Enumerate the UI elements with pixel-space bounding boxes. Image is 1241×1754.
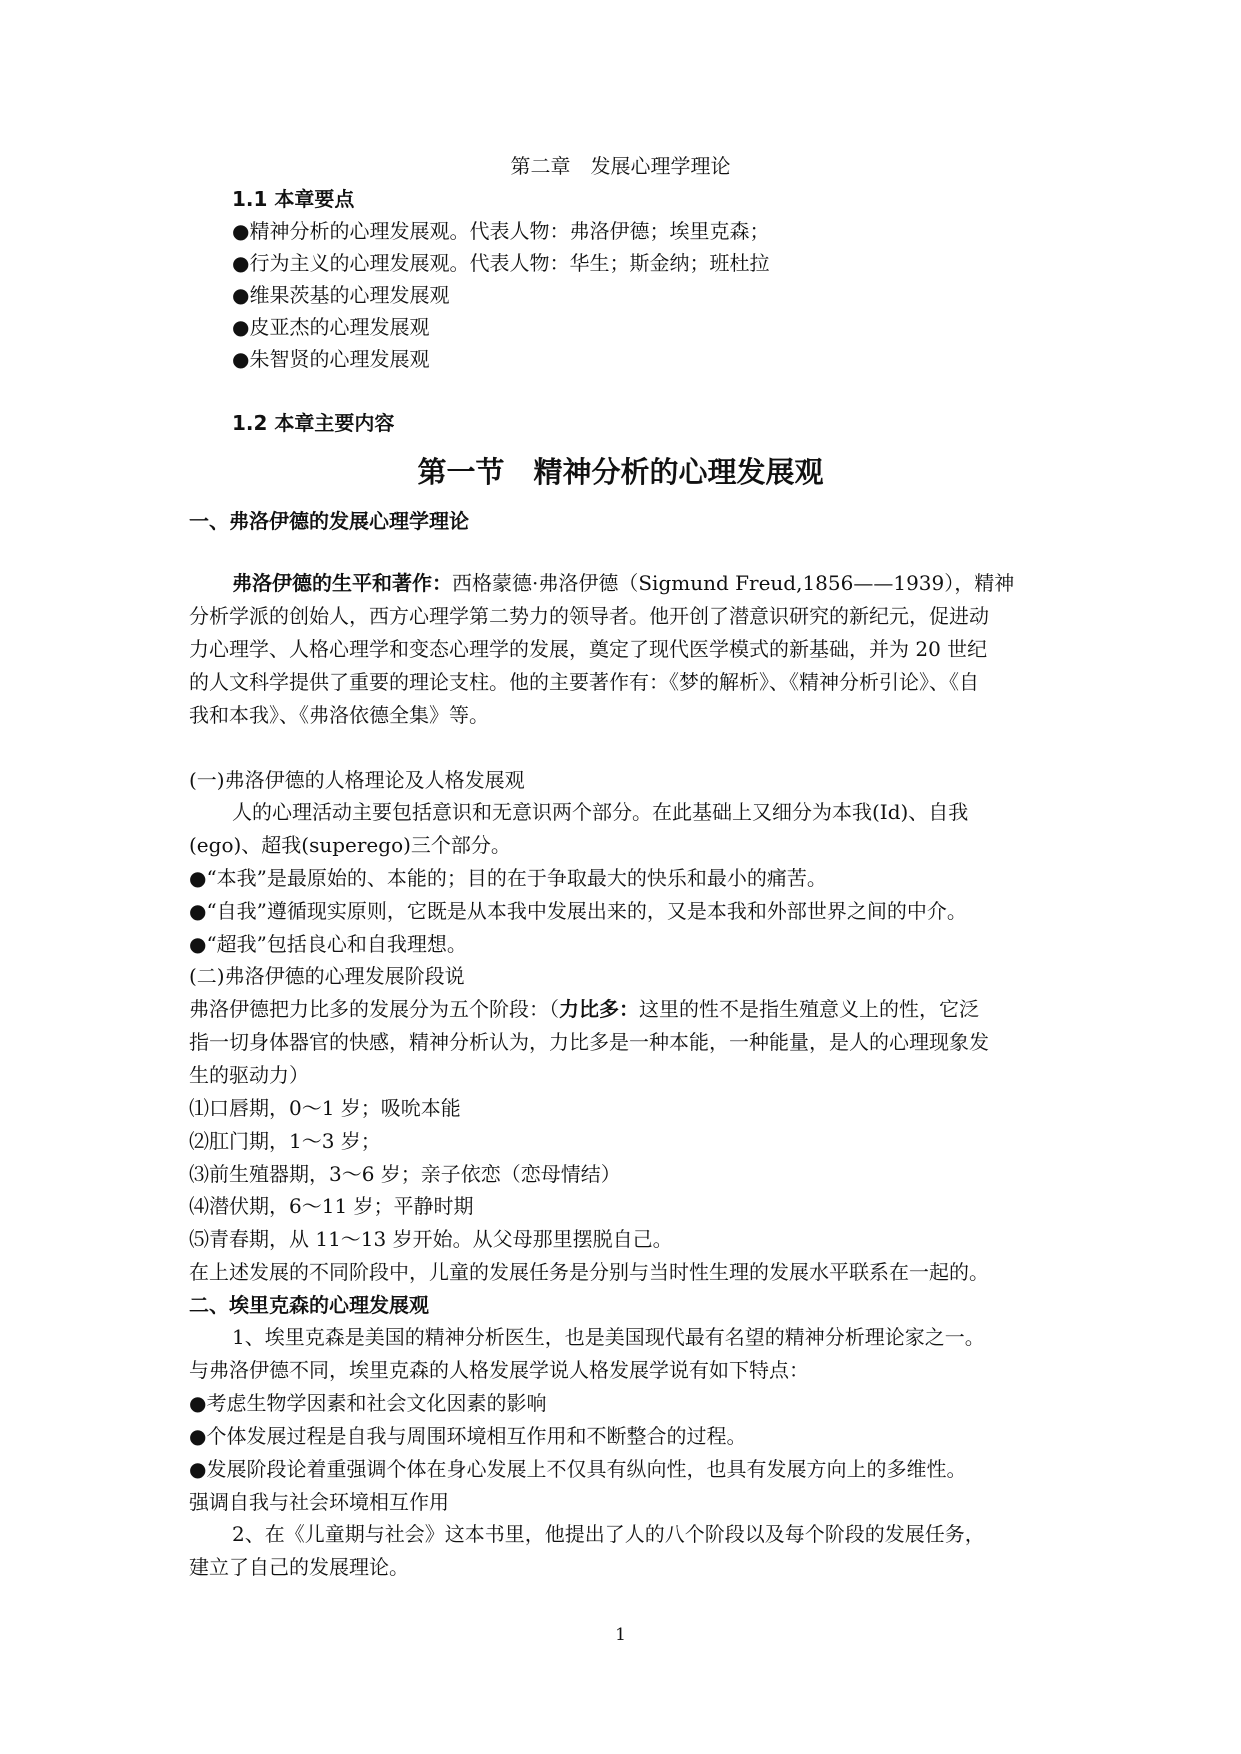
erikson-feature-2: ●个体发展过程是自我与周围环境相互作用和不断整合的过程。 [189, 1424, 747, 1448]
bio-label: 弗洛伊德的生平和著作： [232, 571, 452, 595]
section-1-2-heading: 1.2 本章主要内容 [232, 411, 395, 435]
key-point-4: ●皮亚杰的心理发展观 [232, 315, 430, 339]
personality-text-line-2: (ego)、超我(superego)三个部分。 [189, 833, 511, 857]
erikson-feature-1: ●考虑生物学因素和社会文化因素的影响 [189, 1391, 547, 1415]
libido-definition: 这里的性不是指生殖意义上的性，它泛 [639, 997, 979, 1021]
libido-term: 力比多： [559, 997, 639, 1021]
key-point-5: ●朱智贤的心理发展观 [232, 347, 430, 371]
erikson-feature-3-cont: 强调自我与社会环境相互作用 [189, 1490, 449, 1514]
part-2-heading: 二、埃里克森的心理发展观 [189, 1293, 429, 1317]
superego-bullet: ●“超我”包括良心和自我理想。 [189, 932, 467, 956]
subsection-1-heading: (一)弗洛伊德的人格理论及人格发展观 [189, 768, 525, 792]
key-point-1: ●精神分析的心理发展观。代表人物：弗洛伊德；埃里克森； [232, 219, 770, 243]
bio-paragraph-line-1 [232, 567, 1102, 599]
part-1-heading: 一、弗洛伊德的发展心理学理论 [189, 509, 469, 533]
stage-oral: ⑴口唇期，0～1 岁；吸吮本能 [189, 1096, 461, 1120]
bio-text: 西格蒙德·弗洛伊德（Sigmund Freud,1856——1939），精神 [452, 571, 1015, 595]
libido-intro-line-3: 生的驱动力） [189, 1063, 309, 1087]
erikson-book-line-2: 建立了自己的发展理论。 [189, 1555, 409, 1579]
personality-text-line-1: 人的心理活动主要包括意识和无意识两个部分。在此基础上又细分为本我(Id)、自我 [232, 800, 969, 824]
libido-intro-line-2: 指一切身体器官的快感，精神分析认为，力比多是一种本能，一种能量，是人的心理现象发 [189, 1030, 989, 1054]
key-point-3: ●维果茨基的心理发展观 [232, 283, 450, 307]
erikson-text-line-1: 1、埃里克森是美国的精神分析医生，也是美国现代最有名望的精神分析理论家之一。 [232, 1325, 985, 1349]
stage-phallic: ⑶前生殖器期，3～6 岁；亲子依恋（恋母情结） [189, 1162, 621, 1186]
stage-anal: ⑵肛门期，1～3 岁； [189, 1129, 381, 1153]
section-1-1-heading: 1.1 本章要点 [232, 187, 355, 211]
erikson-text-line-2: 与弗洛伊德不同，埃里克森的人格发展学说人格发展学说有如下特点： [189, 1358, 809, 1382]
libido-intro-text: 弗洛伊德把力比多的发展分为五个阶段：（ [189, 997, 559, 1021]
ego-bullet: ●“自我”遵循现实原则，它既是从本我中发展出来的，又是本我和外部世界之间的中介。 [189, 899, 967, 923]
key-point-2: ●行为主义的心理发展观。代表人物：华生；斯金纳；班杜拉 [232, 251, 770, 275]
libido-intro-line-1 [189, 993, 1059, 1025]
section-title: 第一节 精神分析的心理发展观 [417, 455, 824, 489]
stages-summary: 在上述发展的不同阶段中，儿童的发展任务是分别与当时性生理的发展水平联系在一起的。 [189, 1260, 989, 1284]
id-bullet: ●“本我”是最原始的、本能的；目的在于争取最大的快乐和最小的痛苦。 [189, 866, 827, 890]
page-number: 1 [615, 1625, 626, 1645]
erikson-feature-3: ●发展阶段论着重强调个体在身心发展上不仅具有纵向性，也具有发展方向上的多维性。 [189, 1457, 967, 1481]
bio-paragraph-line-3: 力心理学、人格心理学和变态心理学的发展，奠定了现代医学模式的新基础，并为 20 世纪 [189, 637, 988, 661]
bio-paragraph-line-2: 分析学派的创始人，西方心理学第二势力的领导者。他开创了潜意识研究的新纪元，促进动 [189, 604, 989, 628]
bio-paragraph-line-5: 我和本我》、《弗洛依德全集》等。 [189, 703, 489, 727]
subsection-2-heading: (二)弗洛伊德的心理发展阶段说 [189, 964, 465, 988]
erikson-book-line-1: 2、在《儿童期与社会》这本书里，他提出了人的八个阶段以及每个阶段的发展任务， [232, 1522, 985, 1546]
stage-latency: ⑷潜伏期，6～11 岁；平静时期 [189, 1194, 474, 1218]
bio-paragraph-line-4: 的人文科学提供了重要的理论支柱。他的主要著作有：《梦的解析》、《精神分析引论》、《自 [189, 670, 979, 694]
chapter-title: 第二章 发展心理学理论 [510, 154, 731, 178]
stage-genital: ⑸青春期，从 11～13 岁开始。从父母那里摆脱自己。 [189, 1227, 673, 1251]
